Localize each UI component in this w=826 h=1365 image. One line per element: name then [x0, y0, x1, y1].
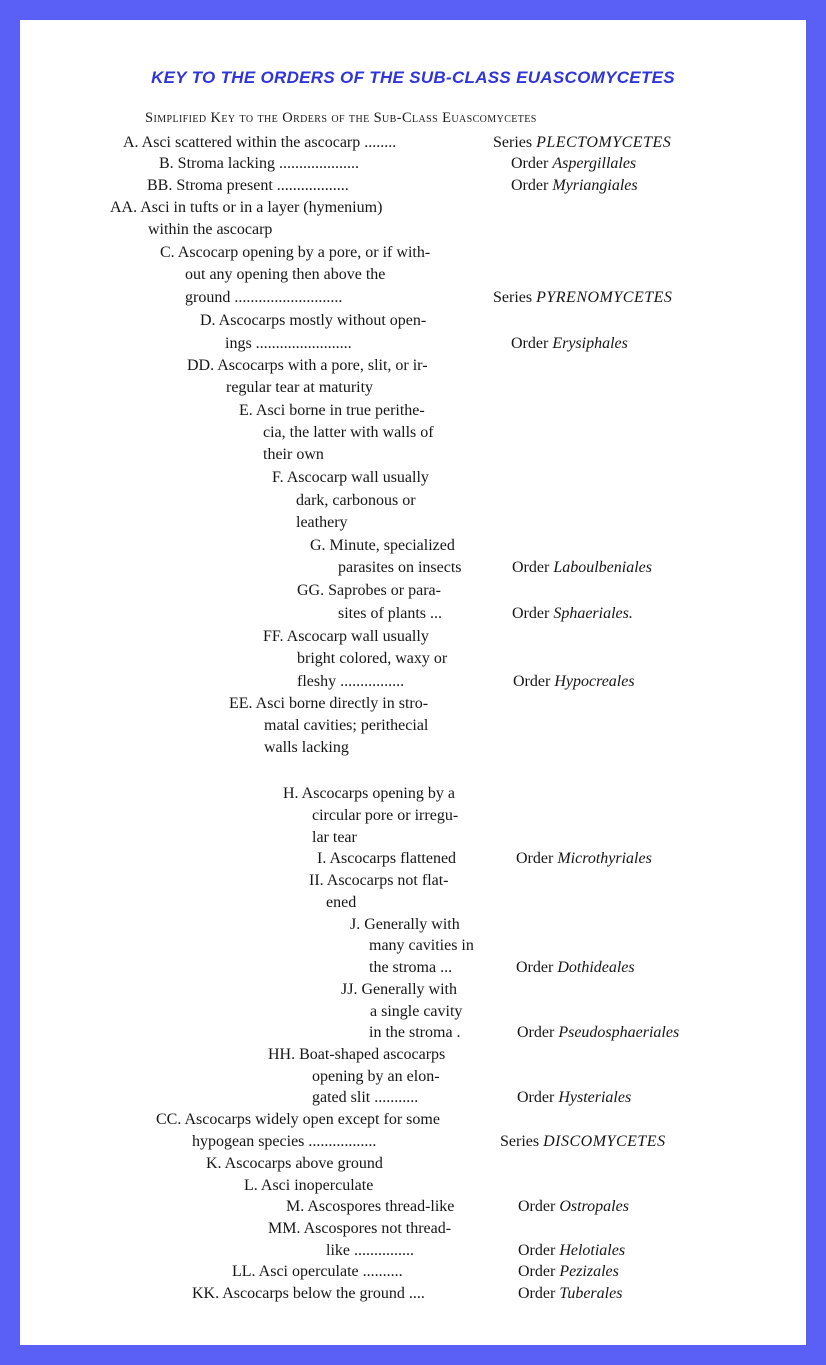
key-subtitle: Simplified Key to the Orders of the Sub-Class Euascomycetes: [145, 110, 537, 126]
order-result-8: [516, 849, 652, 869]
key-line-jj1: JJ. Generally with: [341, 981, 457, 998]
order-result-6: [512, 604, 633, 624]
key-line-e2: cia, the latter with walls of: [263, 424, 434, 441]
result-kind: Order: [516, 959, 554, 976]
key-line-b1: B. Stroma lacking ....................: [159, 155, 359, 172]
result-name: Helotiales: [559, 1242, 626, 1259]
result-name: Hypocreales: [554, 673, 635, 690]
key-line-hh1: HH. Boat-shaped ascocarps: [268, 1046, 446, 1063]
key-line-aa2: within the ascocarp: [148, 221, 273, 238]
result-kind: Series: [493, 134, 533, 151]
order-result-15: [518, 1262, 619, 1282]
result-kind: Series: [500, 1133, 540, 1150]
order-result-2: [511, 176, 638, 196]
key-line-ee2: matal cavities; perithecial: [264, 717, 429, 734]
key-line-dd2: regular tear at maturity: [226, 379, 374, 396]
result-kind: Series: [493, 289, 533, 306]
order-result-4: [511, 334, 628, 354]
order-result-7: [513, 672, 635, 692]
key-line-ee3: walls lacking: [264, 739, 349, 756]
result-kind: Order: [511, 155, 549, 172]
key-line-c1: C. Ascocarp opening by a pore, or if with-: [160, 244, 431, 261]
order-result-9: [516, 958, 635, 978]
key-line-c2: out any opening then above the: [185, 266, 386, 283]
result-kind: Order: [511, 335, 549, 352]
key-line-d1: D. Ascocarps mostly without open-: [200, 312, 427, 329]
key-line-h2: circular pore or irregu-: [312, 807, 459, 824]
result-name: Pezizales: [559, 1263, 619, 1280]
key-line-i1: I. Ascocarps flattened: [317, 850, 457, 867]
key-line-l1: L. Asci inoperculate: [244, 1177, 374, 1194]
result-kind: Order: [512, 605, 550, 622]
key-line-f1: F. Ascocarp wall usually: [272, 469, 429, 486]
key-line-h1: H. Ascocarps opening by a: [283, 785, 455, 802]
key-line-m1: M. Ascospores thread-like: [286, 1198, 455, 1215]
key-line-c3: ground ...........................: [185, 289, 343, 306]
key-line-e3: their own: [263, 446, 324, 463]
key-line-gg2: sites of plants ...: [338, 605, 442, 622]
order-result-5: [512, 558, 652, 578]
key-line-a1: A. Asci scattered within the ascocarp ........: [123, 134, 397, 151]
result-kind: Order: [511, 177, 549, 194]
result-kind: Order: [517, 1089, 555, 1106]
result-name: Microthyriales: [557, 850, 652, 867]
key-line-ff3: fleshy ................: [297, 673, 405, 690]
result-name: Laboulbeniales: [553, 559, 652, 576]
order-result-14: [518, 1241, 625, 1261]
key-line-dd1: DD. Ascocarps with a pore, slit, or ir-: [187, 357, 428, 374]
key-line-aa1: AA. Asci in tufts or in a layer (hymenium): [110, 199, 383, 216]
key-line-jj2: a single cavity: [370, 1003, 463, 1020]
result-kind: Order: [518, 1285, 556, 1302]
result-name: Sphaeriales.: [553, 605, 633, 622]
key-line-cc1: CC. Ascocarps widely open except for some: [156, 1111, 440, 1128]
key-line-hh2: opening by an elon-: [312, 1068, 440, 1085]
result-name: Dothideales: [557, 959, 635, 976]
result-kind: Order: [518, 1198, 556, 1215]
key-line-hh3: gated slit ...........: [312, 1089, 419, 1106]
order-result-10: [517, 1023, 679, 1043]
key-line-mm1: MM. Ascospores not thread-: [268, 1220, 452, 1237]
result-kind: Order: [512, 559, 550, 576]
key-line-ff2: bright colored, waxy or: [297, 650, 448, 667]
key-line-k1: K. Ascocarps above ground: [206, 1155, 383, 1172]
key-line-gg1: GG. Saprobes or para-: [297, 582, 441, 599]
key-line-g1: G. Minute, specialized: [310, 537, 455, 554]
result-name: DISCOMYCETES: [543, 1133, 666, 1150]
result-kind: Order: [517, 1024, 555, 1041]
key-line-j2: many cavities in: [369, 937, 474, 954]
result-kind: Order: [516, 850, 554, 867]
key-line-j1: J. Generally with: [350, 916, 460, 933]
key-line-mm2: like ...............: [326, 1242, 414, 1259]
key-line-cc2: hypogean species .................: [192, 1133, 377, 1150]
key-line-j3: the stroma ...: [369, 959, 453, 976]
result-name: Aspergillales: [552, 155, 637, 172]
result-name: Erysiphales: [552, 335, 628, 352]
key-line-bb1: BB. Stroma present ..................: [147, 177, 349, 194]
result-name: PLECTOMYCETES: [536, 134, 672, 151]
page-banner-title: KEY TO THE ORDERS OF THE SUB-CLASS EUASCOMYCETES: [151, 68, 675, 87]
series-result-0: [493, 133, 671, 153]
key-line-ee1: EE. Asci borne directly in stro-: [229, 695, 429, 712]
result-kind: Order: [518, 1242, 556, 1259]
result-kind: Order: [518, 1263, 556, 1280]
key-line-d2: ings ........................: [225, 335, 352, 352]
order-result-11: [517, 1088, 631, 1108]
series-result-12: [500, 1132, 666, 1152]
order-result-16: [518, 1284, 622, 1304]
document-page: [20, 20, 806, 1345]
result-name: Pseudosphaeriales: [558, 1024, 680, 1041]
key-line-ii1: II. Ascocarps not flat-: [309, 872, 449, 889]
key-line-f2: dark, carbonous or: [296, 492, 416, 509]
result-name: Hysteriales: [558, 1089, 632, 1106]
result-name: Ostropales: [559, 1198, 629, 1215]
key-line-jj3: in the stroma .: [369, 1024, 461, 1041]
result-kind: Order: [513, 673, 551, 690]
series-result-3: [493, 288, 672, 308]
key-line-g2: parasites on insects: [338, 559, 462, 576]
key-line-f3: leathery: [296, 514, 348, 531]
key-line-e1: E. Asci borne in true perithe-: [239, 402, 425, 419]
result-name: Myriangiales: [552, 177, 638, 194]
order-result-1: [511, 154, 636, 174]
order-result-13: [518, 1197, 629, 1217]
result-name: PYRENOMYCETES: [536, 289, 673, 306]
key-line-ii2: ened: [326, 894, 357, 911]
key-line-h3: lar tear: [312, 829, 357, 846]
key-line-kk1: KK. Ascocarps below the ground ....: [192, 1285, 425, 1302]
key-line-ff1: FF. Ascocarp wall usually: [263, 628, 429, 645]
key-line-ll1: LL. Asci operculate ..........: [232, 1263, 403, 1280]
result-name: Tuberales: [559, 1285, 623, 1302]
